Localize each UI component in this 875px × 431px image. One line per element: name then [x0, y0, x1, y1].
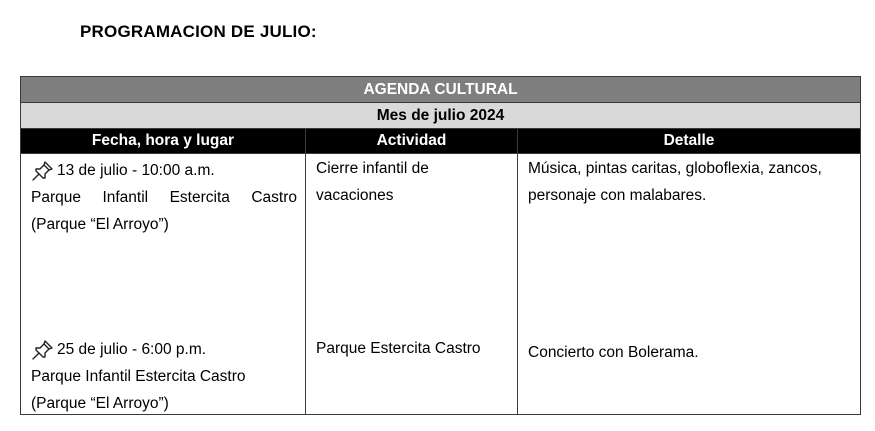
event-detail: Concierto con Bolerama.: [528, 344, 699, 361]
event-activity: Parque Estercita Castro: [316, 340, 481, 357]
event-entry: [31, 336, 297, 417]
event-activity: Cierre infantil de vacaciones: [316, 160, 429, 204]
pushpin-icon: [31, 339, 55, 361]
event-place: Parque Infantil Estercita Castro: [31, 368, 246, 385]
detail-cell: [518, 154, 861, 415]
agenda-table: [20, 76, 861, 415]
agenda-title: AGENDA CULTURAL: [21, 77, 861, 103]
event-date-time: 13 de julio - 10:00 a.m.: [57, 162, 215, 179]
event-place-alias: (Parque “El Arroyo”): [31, 216, 169, 233]
activity-cell: [306, 154, 518, 415]
event-detail: Música, pintas caritas, globoflexia, zancos, personaje con malabares.: [528, 160, 822, 204]
date-place-cell: [21, 154, 306, 415]
event-entry: [31, 157, 297, 238]
agenda-month: Mes de julio 2024: [21, 103, 861, 129]
table-row: [21, 154, 861, 415]
agenda-title-row: [21, 77, 861, 103]
column-header-row: [21, 129, 861, 154]
page-heading: PROGRAMACION DE JULIO:: [80, 22, 317, 41]
event-place-alias: (Parque “El Arroyo”): [31, 395, 169, 412]
agenda-month-row: [21, 103, 861, 129]
column-header-date: Fecha, hora y lugar: [21, 129, 306, 154]
event-date-time: 25 de julio - 6:00 p.m.: [57, 341, 207, 358]
column-header-detail: Detalle: [518, 129, 861, 154]
column-header-activity: Actividad: [306, 129, 518, 154]
event-place: Parque Infantil Estercita Castro: [31, 189, 297, 206]
pushpin-icon: [31, 160, 55, 182]
